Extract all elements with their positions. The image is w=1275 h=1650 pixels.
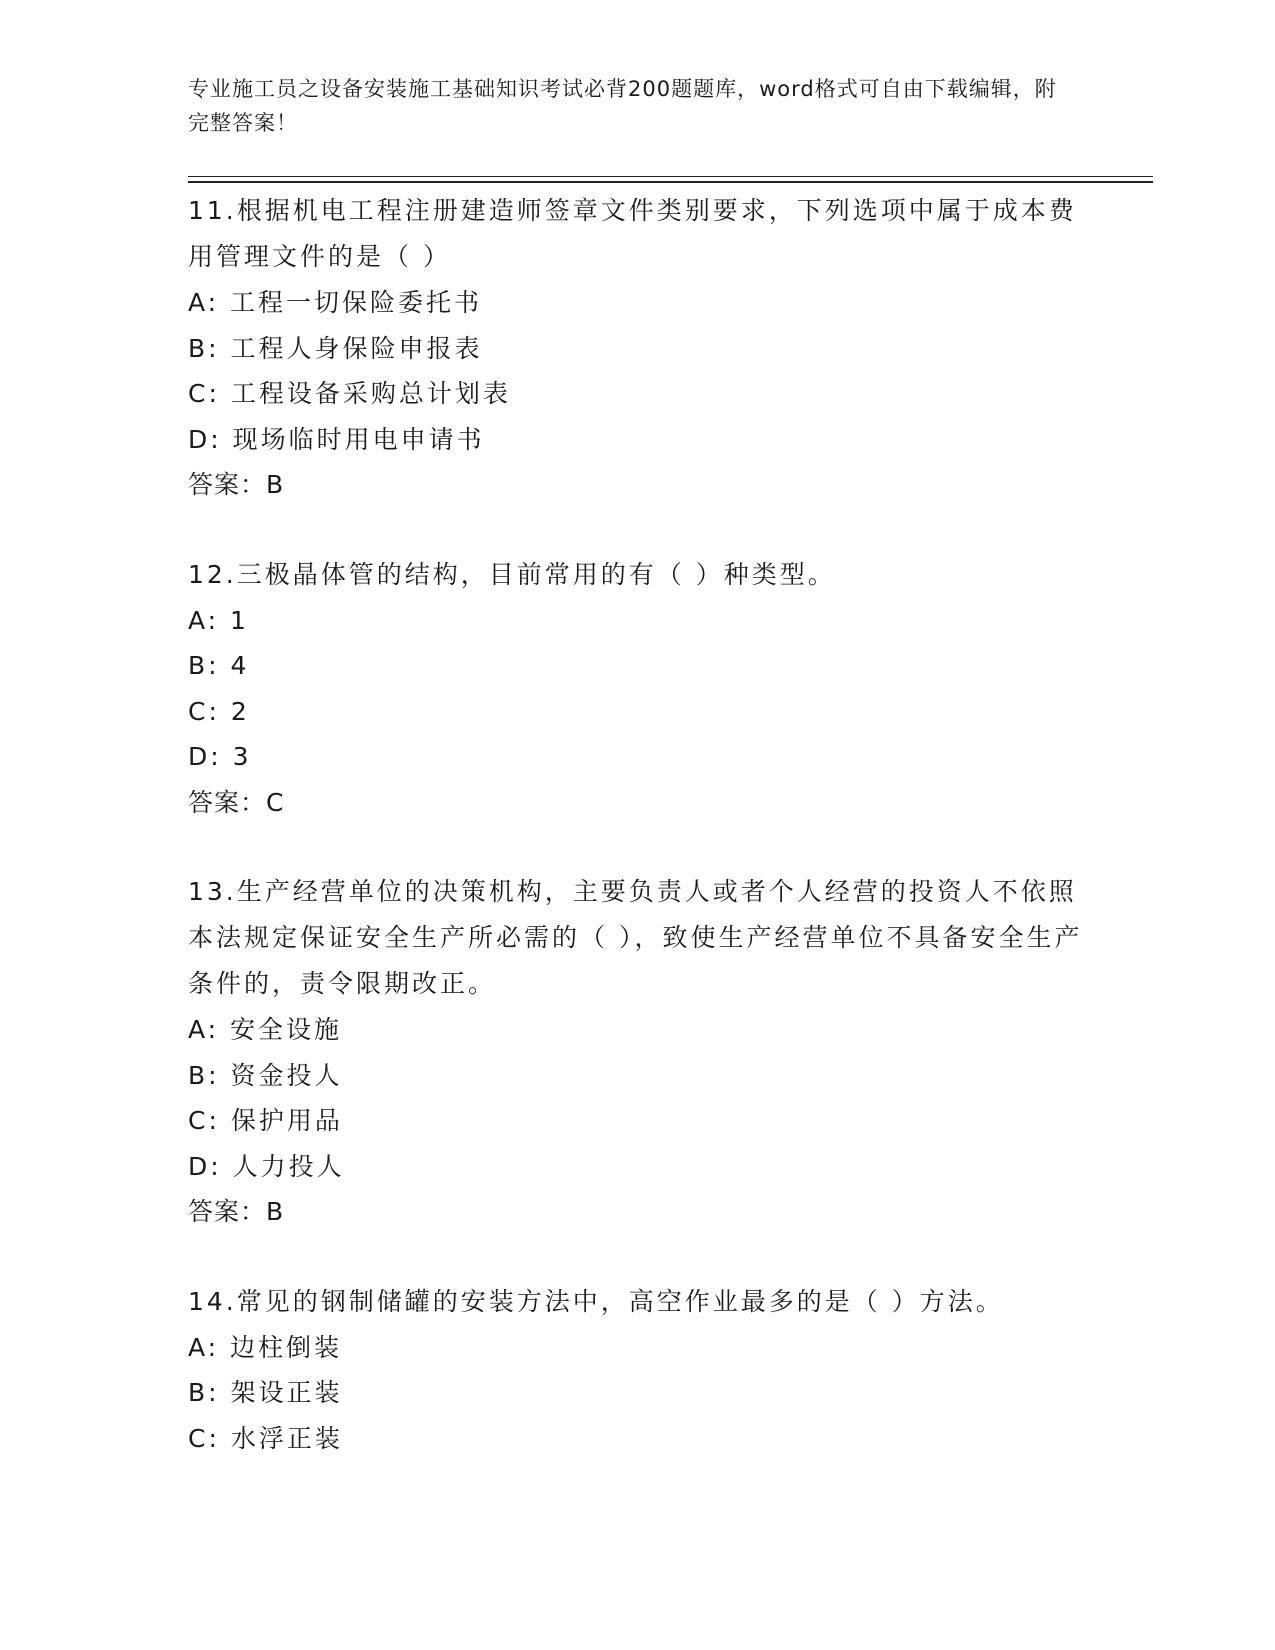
question-11 [188, 188, 1088, 508]
question-13 [188, 869, 1088, 1235]
question-stem: 11.根据机电工程注册建造师签章文件类别要求，下列选项中属于成本费用管理文件的是（ ） [188, 196, 1077, 271]
option-c: C: 工程设备采购总计划表 [188, 379, 511, 408]
question-12 [188, 552, 1088, 826]
option-c: C: 2 [188, 696, 250, 726]
document-header [188, 72, 1068, 140]
question-stem: 12.三极晶体管的结构，目前常用的有（ ）种类型。 [188, 559, 836, 589]
header-divider-thick [188, 181, 1153, 183]
option-a: A: 边柱倒装 [188, 1332, 343, 1362]
option-a: A: 工程一切保险委托书 [188, 288, 483, 317]
question-stem: 14.常见的钢制储罐的安装方法中，高空作业最多的是（ ）方法。 [188, 1286, 1004, 1316]
option-a: A: 1 [188, 605, 249, 635]
option-b: B: 4 [188, 651, 250, 680]
answer-line: 答案：B [188, 1197, 285, 1226]
question-stem: 13.生产经营单位的决策机构，主要负责人或者个人经营的投资人不依照本法规定保证安全生产所必需的（ ），致使生产经营单位不具备安全生产条件的，责令限期改正。 [188, 877, 1083, 998]
option-b: B: 工程人身保险申报表 [188, 333, 483, 363]
question-list [188, 188, 1088, 1505]
option-b: B: 资金投人 [188, 1060, 343, 1090]
option-c: C: 保护用品 [188, 1106, 343, 1135]
answer-line: 答案：C [188, 787, 285, 817]
header-intro-text: 专业施工员之设备安装施工基础知识考试必背200题题库，word格式可自由下载编辑，附完整答案！ [188, 77, 1057, 135]
option-d: D: 3 [188, 742, 252, 771]
header-divider-thin [188, 176, 1153, 177]
option-d: D: 现场临时用电申请书 [188, 424, 485, 454]
option-b: B: 架设正装 [188, 1378, 343, 1407]
option-d: D: 人力投人 [188, 1151, 345, 1181]
question-14 [188, 1279, 1088, 1462]
option-c: C: 水浮正装 [188, 1423, 343, 1453]
option-a: A: 安全设施 [188, 1015, 343, 1044]
answer-line: 答案：B [188, 470, 285, 499]
